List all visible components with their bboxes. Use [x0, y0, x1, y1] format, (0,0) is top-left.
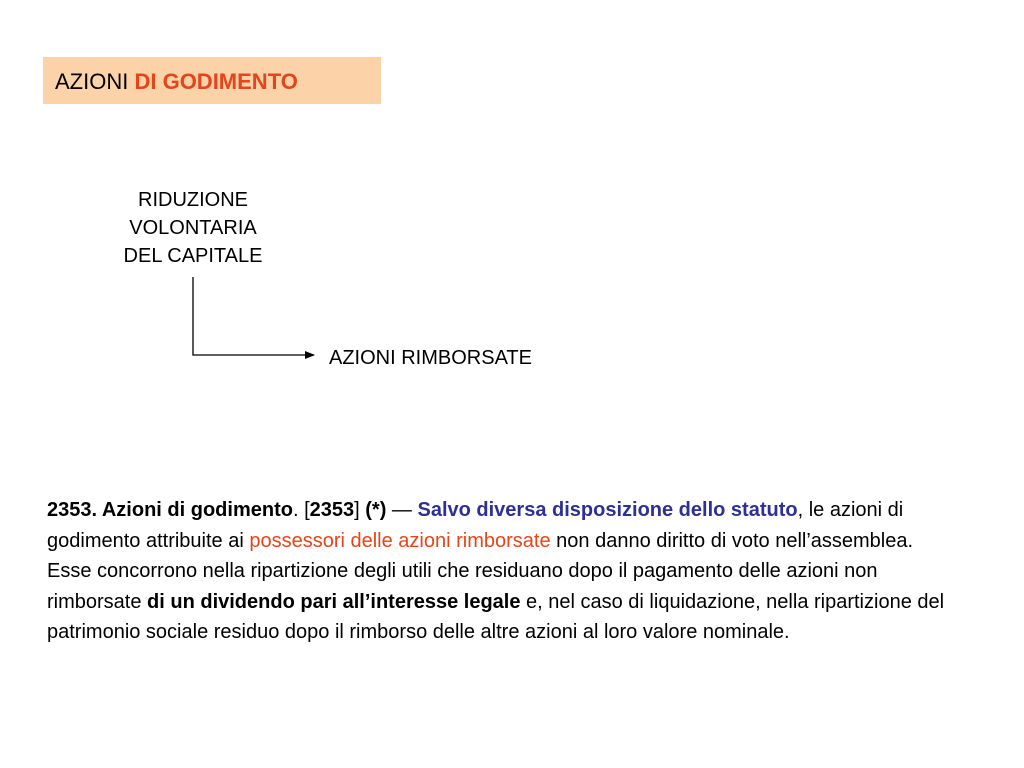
article-number: 2353. Azioni di godimento — [47, 499, 293, 521]
source-line-1: RIDUZIONE — [138, 189, 248, 211]
clause-holders: possessori delle azioni rimborsate — [249, 529, 551, 552]
article-note: (*) — [365, 499, 387, 521]
clause-statute: Salvo diversa disposizione dello statuto — [417, 499, 798, 521]
title-prefix: AZIONI — [55, 69, 129, 94]
clause-dividend: di un dividendo pari all’interesse legale — [147, 590, 521, 613]
diagram-target-node: AZIONI RIMBORSATE — [329, 347, 532, 369]
connector-path — [193, 277, 314, 355]
source-line-3: DEL CAPITALE — [123, 245, 263, 267]
article-text: 2353. Azioni di godimento. [2353] (*) — Salvo diversa disposizione dello statuto, le azioni di godimento attribuite ai possessori delle azioni rimborsate non danno diritto di voto nell’assemblea. Esse concorrono nella ripartizione degli utili che residuano dopo il pagamento delle azioni non rimborsate di un dividendo pari all’interesse legale e, nel caso di liquidazione, nella ripartizione del patrimonio sociale residuo dopo il rimborso delle altre azioni al loro valore nominale. — [47, 499, 945, 643]
title-accent: DI GODIMENTO — [134, 69, 298, 94]
article-ref: 2353 — [309, 499, 355, 521]
source-line-2: VOLONTARIA — [129, 217, 257, 239]
